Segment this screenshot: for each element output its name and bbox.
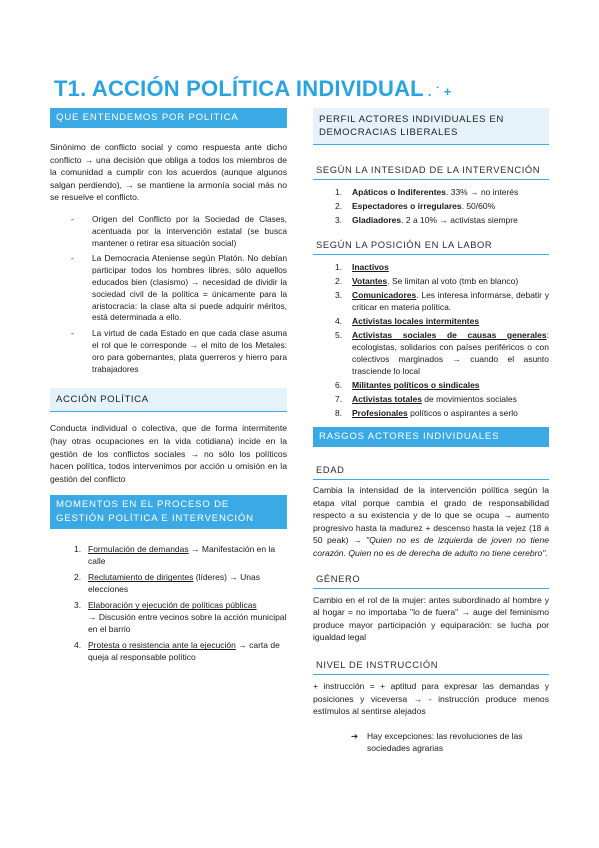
politica-bullets	[71, 214, 287, 375]
politica-intro: Sinónimo de conflicto social y como respuesta ante dicho conflicto → una decisión que obliga a todos los miembros de la comunidad a cumplir con los acuerdos (aunque algunos salgan perdiendo), → se mantiene la armonía social más no se resuelve el conflicto.	[50, 142, 287, 203]
nivel-text: + instrucción = + aptitud para expresar las demandas y posiciones y viceversa → - instrucción produce menos estímulos al sentirse alejados	[313, 680, 549, 717]
section-header-rasgos: RASGOS ACTORES INDIVIDUALES	[313, 427, 549, 447]
section-header-momentos: MOMENTOS EN EL PROCESO DE GESTIÓN POLÍTICA E INTERVENCIÓN	[50, 495, 287, 529]
left-column	[50, 108, 287, 663]
edad-text: Cambia la intensidad de la intervención política según la etapa vital porque cambia el grado de responsabilidad respecto a su existencia y de lo que se ocupa → aumento progresivo hasta la madurez + descenso hasta la vejez (18 a 50 peak) → "Quien no es de izquierda de joven no tiene corazón. Quien no es de derecha de adulto no tiene cerebro".	[313, 485, 549, 558]
list-item: 3. Comunicadores. Les interesa informarse, debatir y criticar en materia política.	[335, 290, 549, 312]
list-item: 4. Protesta o resistencia ante la ejecución → carta de queja al responsable político	[74, 640, 280, 663]
subheader-nivel: NIVEL DE INSTRUCCIÓN	[313, 658, 549, 675]
subheader-edad: EDAD	[313, 463, 549, 480]
subheader-posicion: SEGÚN LA POSICIÓN EN LA LABOR	[313, 238, 549, 255]
list-item: 2. Espectadores o irregulares. 50/60%	[335, 201, 496, 211]
list-item: 6. Militantes políticos o sindicales	[335, 380, 480, 390]
section-header-accion: ACCIÓN POLÍTICA	[50, 388, 287, 412]
list-item: 8. Profesionales políticos o aspirantes a serlo	[335, 408, 518, 418]
list-item: 1. Inactivos	[335, 262, 389, 272]
intensidad-list	[335, 186, 549, 226]
list-item: 2. Reclutamiento de dirigentes (líderes) → Unas elecciones	[74, 572, 260, 595]
momentos-list	[74, 543, 287, 663]
list-item: 3. Gladiadores. 2 a 10% → activistas siempre	[335, 215, 518, 225]
section-header-perfil: PERFIL ACTORES INDIVIDUALES EN DEMOCRACIAS LIBERALES	[313, 108, 549, 145]
list-item: 7. Activistas totales de movimientos sociales	[335, 394, 517, 404]
list-item: 3. Elaboración y ejecución de políticas públicas → Discusión entre vecinos sobre la acción municipal en el barrio	[74, 600, 287, 635]
page-title	[54, 76, 452, 102]
list-item: 1. Apáticos o Indiferentes. 33% → no interés	[335, 187, 519, 197]
accion-text: Conducta individual o colectiva, que de forma intermitente (hay otras ocupaciones en la vida cotidiana) incide en la gestión de los conflictos sociales → no sólo los políticos hacen política, todos intervenimos por acción u omisión en la gestión del conflicto	[50, 423, 287, 484]
title-decoration: . ˙ +	[427, 84, 452, 99]
list-item: - La virtud de cada Estado en que cada clase asuma el rol que le corresponde → el mito de los Metales: oro para gobernantes, plata guerreros y hierro para trabajadores	[71, 328, 287, 375]
genero-text: Cambio en el rol de la mujer: antes subordinado al hombre y al hogar = no importaba "lo de fuera" → auge del feminismo produce mayor participación y equiparación: se lucha por igualdad legal	[313, 594, 549, 643]
posicion-list	[335, 261, 549, 419]
nivel-exception: ➔ Hay excepciones: las revoluciones de las sociedades agrarias	[351, 730, 523, 753]
list-item: 2. Votantes. Se limitan al voto (tmb en blanco)	[335, 276, 519, 286]
arrow-right-icon: ➔	[351, 730, 359, 741]
list-item: - La Democracia Ateniense según Platón. No debían participar todos los hombres libres, sólo aquellos educados bien (clasismo) → necesidad de dividir la sociedad civil de la política = únicamente para la aristocracia: la clase alta si puede adquirir méritos, está determinada a ello.	[71, 253, 287, 324]
right-column	[313, 108, 549, 754]
subheader-genero: GÉNERO	[313, 572, 549, 589]
list-item: 5. Activistas sociales de causas generales: ecologistas, solidarios con países periféricos o con colectivos marginados → cuando el asunto trasciende lo local	[335, 330, 549, 376]
list-item: 4. Activistas locales intermitentes	[335, 316, 480, 326]
list-item: 1. Formulación de demandas → Manifestación en la calle	[74, 544, 276, 567]
subheader-intensidad: SEGÚN LA INTESIDAD DE LA INTERVENCIÓN	[313, 163, 549, 180]
list-item: - Origen del Conflicto por la Sociedad de Clases, acentuada por la intervención estatal (se busca mantener o retirar esa situación social)	[71, 214, 287, 249]
title-text: T1. ACCIÓN POLÍTICA INDIVIDUAL	[54, 76, 424, 101]
section-header-politica: QUE ENTENDEMOS POR POLITICA	[50, 108, 287, 128]
